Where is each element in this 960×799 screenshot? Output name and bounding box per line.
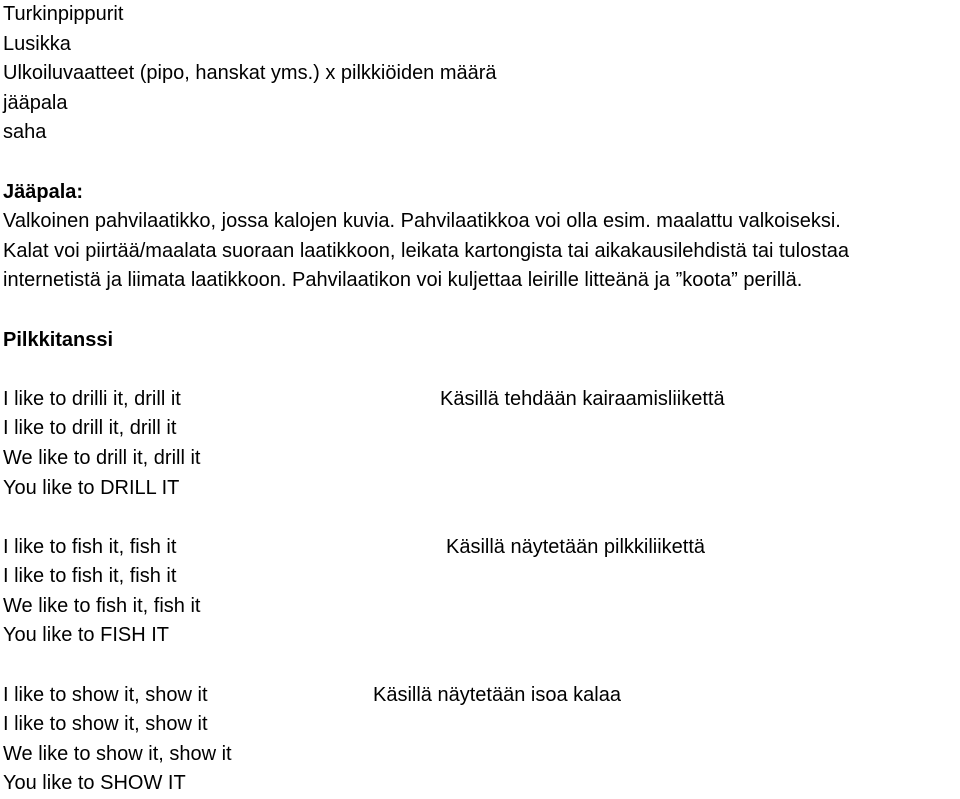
spacer bbox=[3, 503, 958, 533]
icefloe-text-line: Valkoinen pahvilaatikko, jossa kalojen kuvia. Pahvilaatikkoa voi olla esim. maalattu valkoiseksi. bbox=[3, 210, 841, 233]
verse-instruction: Käsillä näytetään isoa kalaa bbox=[373, 683, 621, 706]
verse-line bbox=[3, 533, 958, 563]
dance-section bbox=[3, 326, 958, 799]
list-item: saha bbox=[3, 121, 47, 144]
icefloe-text-line: Kalat voi piirtää/maalata suoraan laatikkoon, leikata kartongista tai aikakausilehdistä tai tulostaa bbox=[3, 239, 850, 262]
verse-line bbox=[3, 681, 958, 711]
supplies-list bbox=[3, 0, 958, 148]
spacer bbox=[3, 296, 958, 326]
list-item: Lusikka bbox=[3, 32, 71, 55]
lyric-line: I like to show it, show it bbox=[3, 713, 208, 736]
icefloe-heading: Jääpala: bbox=[3, 180, 84, 203]
lyric-line: I like to fish it, fish it bbox=[3, 535, 177, 558]
lyric-line: You like to SHOW IT bbox=[3, 772, 186, 795]
icefloe-text-line: internetistä ja liimata laatikkoon. Pahvilaatikon voi kuljettaa leirille litteänä ja ”koota” perillä. bbox=[3, 269, 803, 292]
verse-drill bbox=[3, 385, 958, 503]
spacer bbox=[3, 355, 958, 385]
verse-instruction: Käsillä näytetään pilkkiliikettä bbox=[446, 535, 706, 558]
verse-show bbox=[3, 681, 958, 799]
lyric-line: I like to fish it, fish it bbox=[3, 565, 177, 588]
verse-instruction: Käsillä tehdään kairaamisliikettä bbox=[440, 387, 725, 410]
lyric-line: We like to drill it, drill it bbox=[3, 446, 201, 469]
lyric-line: We like to fish it, fish it bbox=[3, 594, 201, 617]
list-item: Ulkoiluvaatteet (pipo, hanskat yms.) x pilkkiöiden määrä bbox=[3, 62, 497, 85]
dance-heading: Pilkkitanssi bbox=[3, 328, 114, 351]
spacer bbox=[3, 148, 958, 178]
icefloe-section bbox=[3, 178, 958, 296]
spacer bbox=[3, 651, 958, 681]
lyric-line: I like to drilli it, drill it bbox=[3, 387, 181, 410]
verse-fish bbox=[3, 533, 958, 651]
verse-line bbox=[3, 385, 958, 415]
list-item: Turkinpippurit bbox=[3, 3, 124, 25]
lyric-line: I like to show it, show it bbox=[3, 683, 208, 706]
lyric-line: You like to DRILL IT bbox=[3, 476, 180, 499]
lyric-line: I like to drill it, drill it bbox=[3, 417, 177, 440]
document-page bbox=[3, 0, 958, 799]
lyric-line: We like to show it, show it bbox=[3, 742, 232, 765]
list-item: jääpala bbox=[3, 91, 68, 114]
lyric-line: You like to FISH IT bbox=[3, 624, 169, 647]
